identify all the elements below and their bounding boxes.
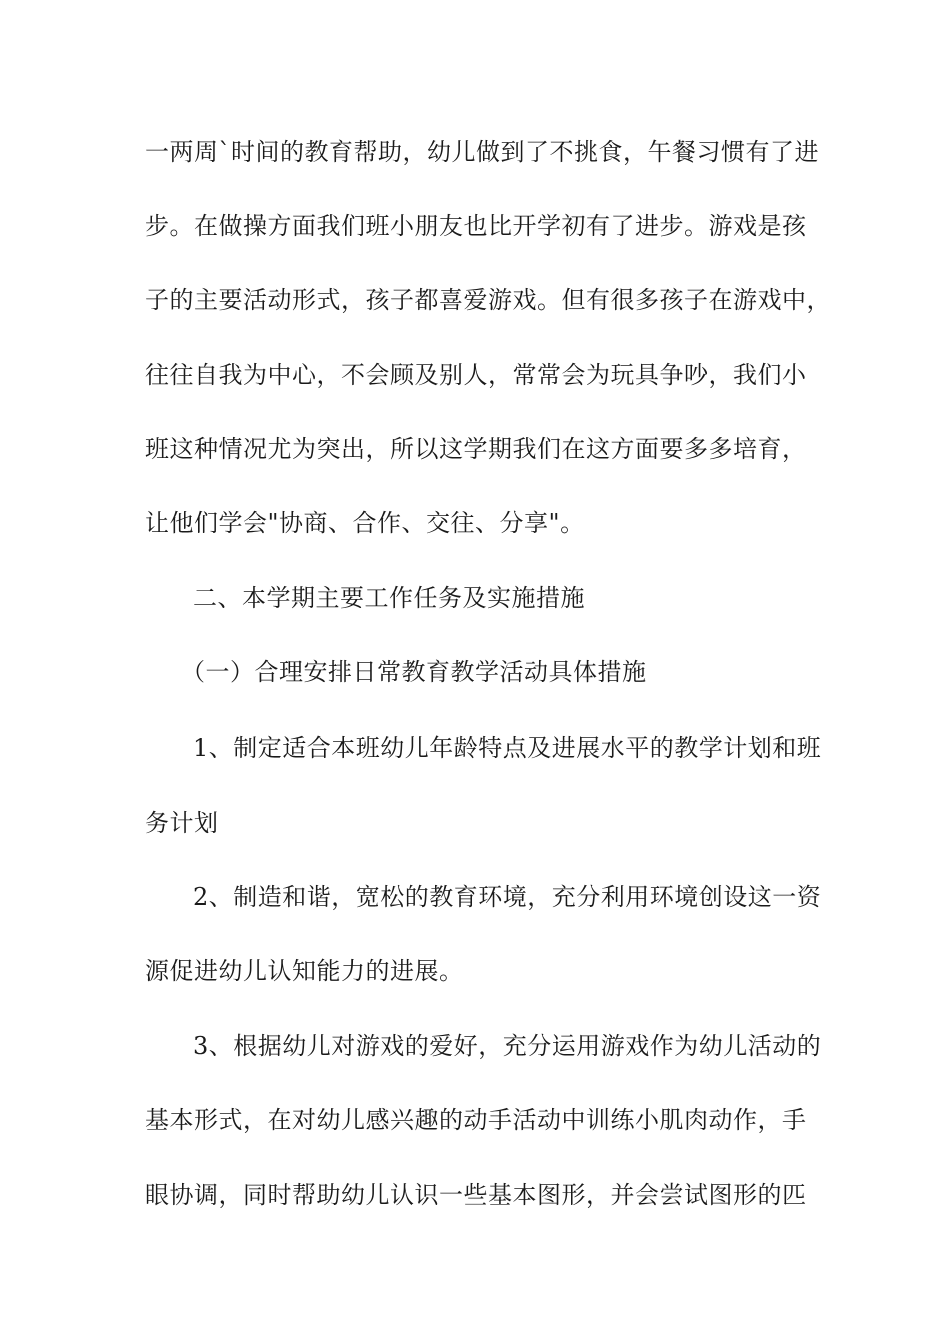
- list-item-line: 眼协调，同时帮助幼儿认识一些基本图形，并会尝试图形的匹: [145, 1181, 807, 1209]
- paragraph-line: 步。在做操方面我们班小朋友也比开学初有了进步。游戏是孩: [145, 212, 807, 240]
- list-item-line: 1、制定适合本班幼儿年龄特点及进展水平的教学计划和班: [193, 734, 822, 762]
- paragraph-line: 往往自我为中心，不会顾及别人，常常会为玩具争吵，我们小: [145, 361, 807, 389]
- paragraph-line: 让他们学会"协商、合作、交往、分享"。: [145, 509, 585, 537]
- list-item-line: 源促进幼儿认知能力的进展。: [145, 957, 464, 985]
- list-item-line: 3、根据幼儿对游戏的爱好，充分运用游戏作为幼儿活动的: [193, 1032, 822, 1060]
- list-item-line: 基本形式，在对幼儿感兴趣的动手活动中训练小肌肉动作，手: [145, 1106, 807, 1134]
- subsection-heading: （一）合理安排日常教育教学活动具体措施: [181, 658, 647, 686]
- paragraph-line: 子的主要活动形式，孩子都喜爱游戏。但有很多孩子在游戏中，: [145, 286, 831, 314]
- list-item-line: 2、制造和谐，宽松的教育环境，充分利用环境创设这一资: [193, 883, 822, 911]
- paragraph-line: 班这种情况尤为突出，所以这学期我们在这方面要多多培育，: [145, 435, 807, 463]
- section-heading: 二、本学期主要工作任务及实施措施: [193, 584, 585, 612]
- paragraph-line: 一两周`时间的教育帮助，幼儿做到了不挑食，午餐习惯有了进: [145, 138, 819, 166]
- list-item-line: 务计划: [145, 809, 219, 837]
